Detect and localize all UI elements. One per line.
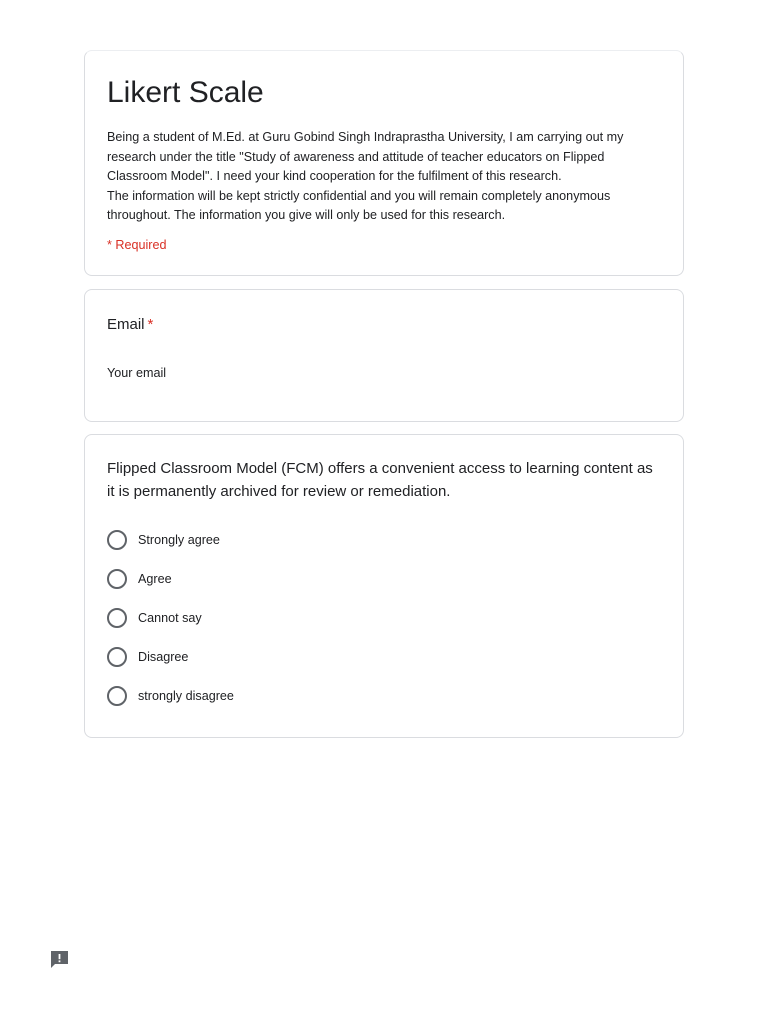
email-input[interactable] — [107, 363, 387, 383]
radio-button[interactable] — [107, 647, 127, 667]
option-label: strongly disagree — [138, 688, 234, 703]
required-asterisk: * — [147, 316, 154, 333]
form-description-paragraph: Being a student of M.Ed. at Guru Gobind Singh Indraprastha University, I am carrying out my research under the title "Study of awareness and attitude of teacher educators on Flipped Classroom Model". I need your kind cooperation for the fulfilment of this research. — [107, 130, 624, 183]
email-label — [107, 314, 661, 336]
form-header-card — [84, 50, 684, 276]
question-text: Flipped Classroom Model (FCM) offers a convenient access to learning content as it is permanently archived for review or remediation. — [107, 460, 653, 500]
option-label: Disagree — [138, 649, 189, 664]
form-title: Likert Scale — [107, 76, 264, 109]
form-description-paragraph: The information will be kept strictly confidential and you will remain completely anonymous throughout. The information you give will only be used for this research. — [107, 188, 611, 222]
form-description — [107, 128, 661, 226]
radio-button[interactable] — [107, 608, 127, 628]
option-label: Cannot say — [138, 610, 202, 625]
option-cannot-say[interactable] — [107, 598, 661, 637]
radio-button[interactable] — [107, 530, 127, 550]
feedback-icon[interactable] — [49, 949, 70, 970]
option-agree[interactable] — [107, 559, 661, 598]
option-strongly-disagree[interactable] — [107, 676, 661, 715]
radio-button[interactable] — [107, 686, 127, 706]
required-note: * Required — [107, 237, 167, 252]
option-label: Strongly agree — [138, 532, 220, 547]
radio-button[interactable] — [107, 569, 127, 589]
option-label: Agree — [138, 571, 172, 586]
option-disagree[interactable] — [107, 637, 661, 676]
radio-group — [107, 520, 661, 715]
option-strongly-agree[interactable] — [107, 520, 661, 559]
email-label-text: Email — [107, 316, 145, 333]
feedback-icon-graphic — [49, 949, 70, 970]
email-question-card — [84, 289, 684, 422]
likert-question-card — [84, 434, 684, 738]
